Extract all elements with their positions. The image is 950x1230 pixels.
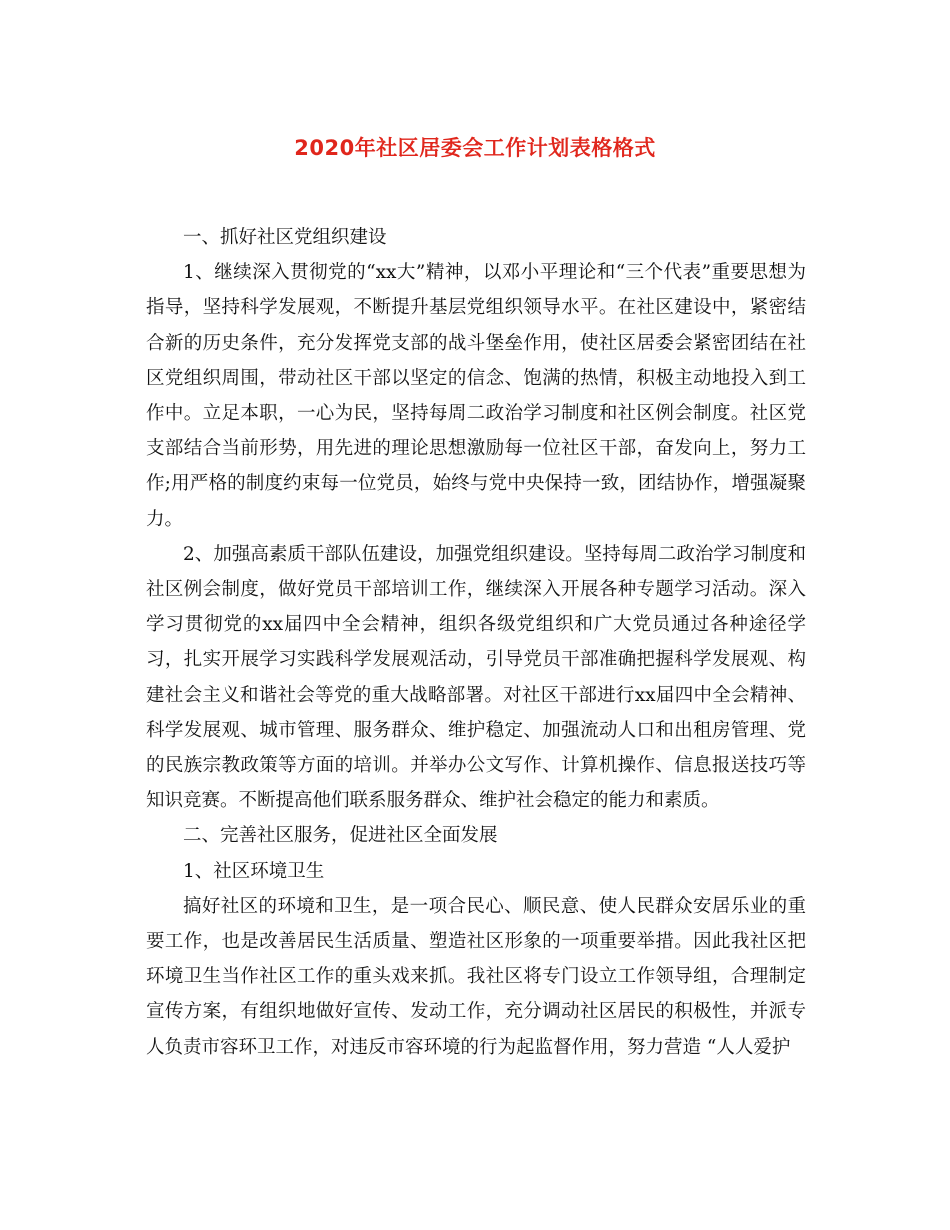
paragraph: 搞好社区的环境和卫生，是一项合民心、顺民意、使人民群众安居乐业的重要工作，也是改善居民生活质量、塑造社区形象的一项重要举措。因此我社区把环境卫生当作社区工作的重头戏来抓。我社区将专门设立工作领导组，合理制定宣传方案，有组织地做好宣传、发动工作，充分调动社区居民的积极性，并派专人负责市容环卫工作，对违反市容环境的行为起监督作用，努力营造 “人人爱护	[146, 895, 806, 1058]
subsection-heading: 1、社区环境卫生	[183, 860, 325, 882]
document-title: 2020年社区居委会工作计划表格格式	[294, 136, 656, 160]
section-heading: 一、抓好社区党组织建设	[183, 227, 387, 248]
section-heading: 二、完善社区服务，促进社区全面发展	[183, 825, 498, 847]
document-body	[146, 220, 806, 1065]
paragraph: 2、加强高素质干部队伍建设，加强党组织建设。坚持每周二政治学习制度和社区例会制度，做好党员干部培训工作，继续深入开展各种专题学习活动。深入学习贯彻党的xx届四中全会精神，组织各级党组织和广大党员通过各种途径学习，扎实开展学习实践科学发展观活动，引导党员干部准确把握科学发展观、构建社会主义和谐社会等党的重大战略部署。对社区干部进行xx届四中全会精神、科学发展观、城市管理、服务群众、维护稳定、加强流动人口和出租房管理、党的民族宗教政策等方面的培训。并举办公文写作、计算机操作、信息报送技巧等知识竞赛。不断提高他们联系服务群众、维护社会稳定的能力和素质。	[146, 543, 806, 812]
paragraph: 1、继续深入贯彻党的“xx大”精神，以邓小平理论和“三个代表”重要思想为指导，坚持科学发展观，不断提升基层党组织领导水平。在社区建设中，紧密结合新的历史条件，充分发挥党支部的战斗堡垒作用，使社区居委会紧密团结在社区党组织周围，带动社区干部以坚定的信念、饱满的热情，积极主动地投入到工作中。立足本职，一心为民，坚持每周二政治学习制度和社区例会制度。社区党支部结合当前形势，用先进的理论思想激励每一位社区干部，奋发向上，努力工作;用严格的制度约束每一位党员，始终与党中央保持一致，团结协作，增强凝聚力。	[146, 262, 806, 530]
